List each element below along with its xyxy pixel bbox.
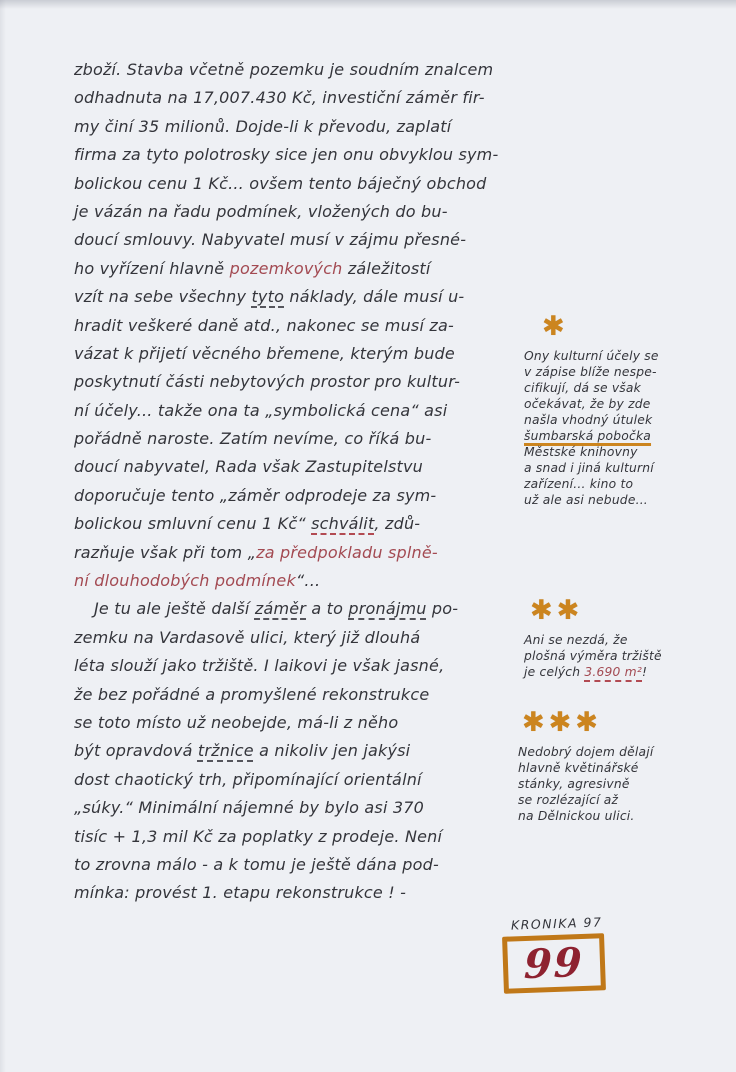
text-line: stánky, agresivně [518,777,630,791]
text-line: ní dlouhodobých podmínek“... [74,571,321,591]
kronika-label: KRONIKA 97 [510,914,603,933]
text-line: dost chaotický trh, připomínající orientální [74,769,422,789]
text-line: se rozlézající až [518,793,619,807]
text-line: to zrovna málo - a k tomu je ještě dána pod- [74,854,439,874]
text-line: našla vhodný útulek [524,413,653,427]
text-line: v zápise blíže nespe- [524,365,657,379]
text-line: doporučuje tento „záměr odprodeje za sym- [74,485,437,505]
text-line: se toto místo už neobejde, má-li z něho [74,712,399,732]
text-line: pořádně naroste. Zatím nevíme, co říká bu- [74,429,432,449]
text-line: cifikují, dá se však [524,381,641,395]
text-line: Ani se nezdá, že [524,633,628,647]
double-asterisk-marker-icon: ✱✱ [530,595,584,626]
margin-note-1 [524,312,720,508]
asterisk-marker-icon: ✱ [542,311,569,342]
margin-note-3 [518,708,714,824]
page-number-box [502,933,606,994]
text-line: zemku na Vardasově ulici, který již dlouhá [74,627,421,647]
margin-note-2-text [524,632,720,680]
text-line: už ale asi nebude... [524,493,648,507]
text-line: Je tu ale ještě další záměr a to pronájmu po- [94,599,459,619]
text-line: bolickou smluvní cenu 1 Kč“ schválit, zdů- [74,514,421,534]
scan-edge-shadow-top [0,0,736,9]
triple-asterisk-marker-icon: ✱✱✱ [522,707,602,738]
main-text-column [74,56,536,908]
text-line: vázat k přijetí věcného břemene, kterým bude [74,343,455,363]
text-line: ho vyřízení hlavně pozemkových záležitostí [74,258,431,278]
text-line: razňuje však při tom „za předpokladu splně- [74,542,438,562]
text-line: hradit veškeré daně atd., nakonec se musí za- [74,315,454,335]
text-line: odhadnuta na 17,007.430 Kč, investiční záměr fir- [74,88,485,108]
text-line: mínka: provést 1. etapu rekonstrukce ! - [74,883,407,903]
text-line: tisíc + 1,3 mil Kč za poplatky z prodeje. Není [74,826,443,846]
page-number: 99 [523,938,585,988]
text-line: je celých 3.690 m²! [524,665,648,679]
text-line: očekávat, že by zde [524,397,651,411]
text-line: zařízení... kino to [524,477,634,491]
margin-note-3-text [518,744,714,824]
text-line: „súky.“ Minimální nájemné by bylo asi 370 [74,798,425,818]
text-line: šumbarská pobočka [524,429,652,443]
text-line: ní účely... takže ona ta „symbolická cena“ asi [74,400,448,420]
text-line: je vázán na řadu podmínek, vložených do bu- [74,201,448,221]
text-line: Městské knihovny [524,445,638,459]
margin-note-1-text [524,348,720,508]
text-line: Ony kulturní účely se [524,349,659,363]
text-line: my činí 35 milionů. Dojde-li k převodu, zaplatí [74,116,452,136]
text-line: bolickou cenu 1 Kč... ovšem tento báječný obchod [74,173,487,193]
scan-edge-shadow-left [0,0,6,1072]
text-line: být opravdová tržnice a nikoliv jen jakýsi [74,741,411,761]
text-line: léta slouží jako tržiště. I laikovi je však jasné, [74,656,445,676]
text-line: Nedobrý dojem dělají [518,745,654,759]
text-line: že bez pořádné a promyšlené rekonstrukce [74,684,430,704]
text-line: doucí nabyvatel, Rada však Zastupitelstvu [74,457,424,477]
text-line: poskytnutí části nebytových prostor pro kultur- [74,372,461,392]
text-line: na Dělnickou ulici. [518,809,635,823]
margin-note-2 [524,596,720,680]
text-line: plošná výměra tržiště [524,649,662,663]
text-line: a snad i jiná kulturní [524,461,654,475]
text-line: doucí smlouvy. Nabyvatel musí v zájmu přesné- [74,230,467,250]
text-line: hlavně květinářské [518,761,639,775]
text-line: firma za tyto polotrosky sice jen onu obvyklou sym- [74,145,499,165]
text-line: vzít na sebe všechny tyto náklady, dále musí u- [74,287,465,307]
text-line: zboží. Stavba včetně pozemku je soudním znalcem [74,60,494,79]
